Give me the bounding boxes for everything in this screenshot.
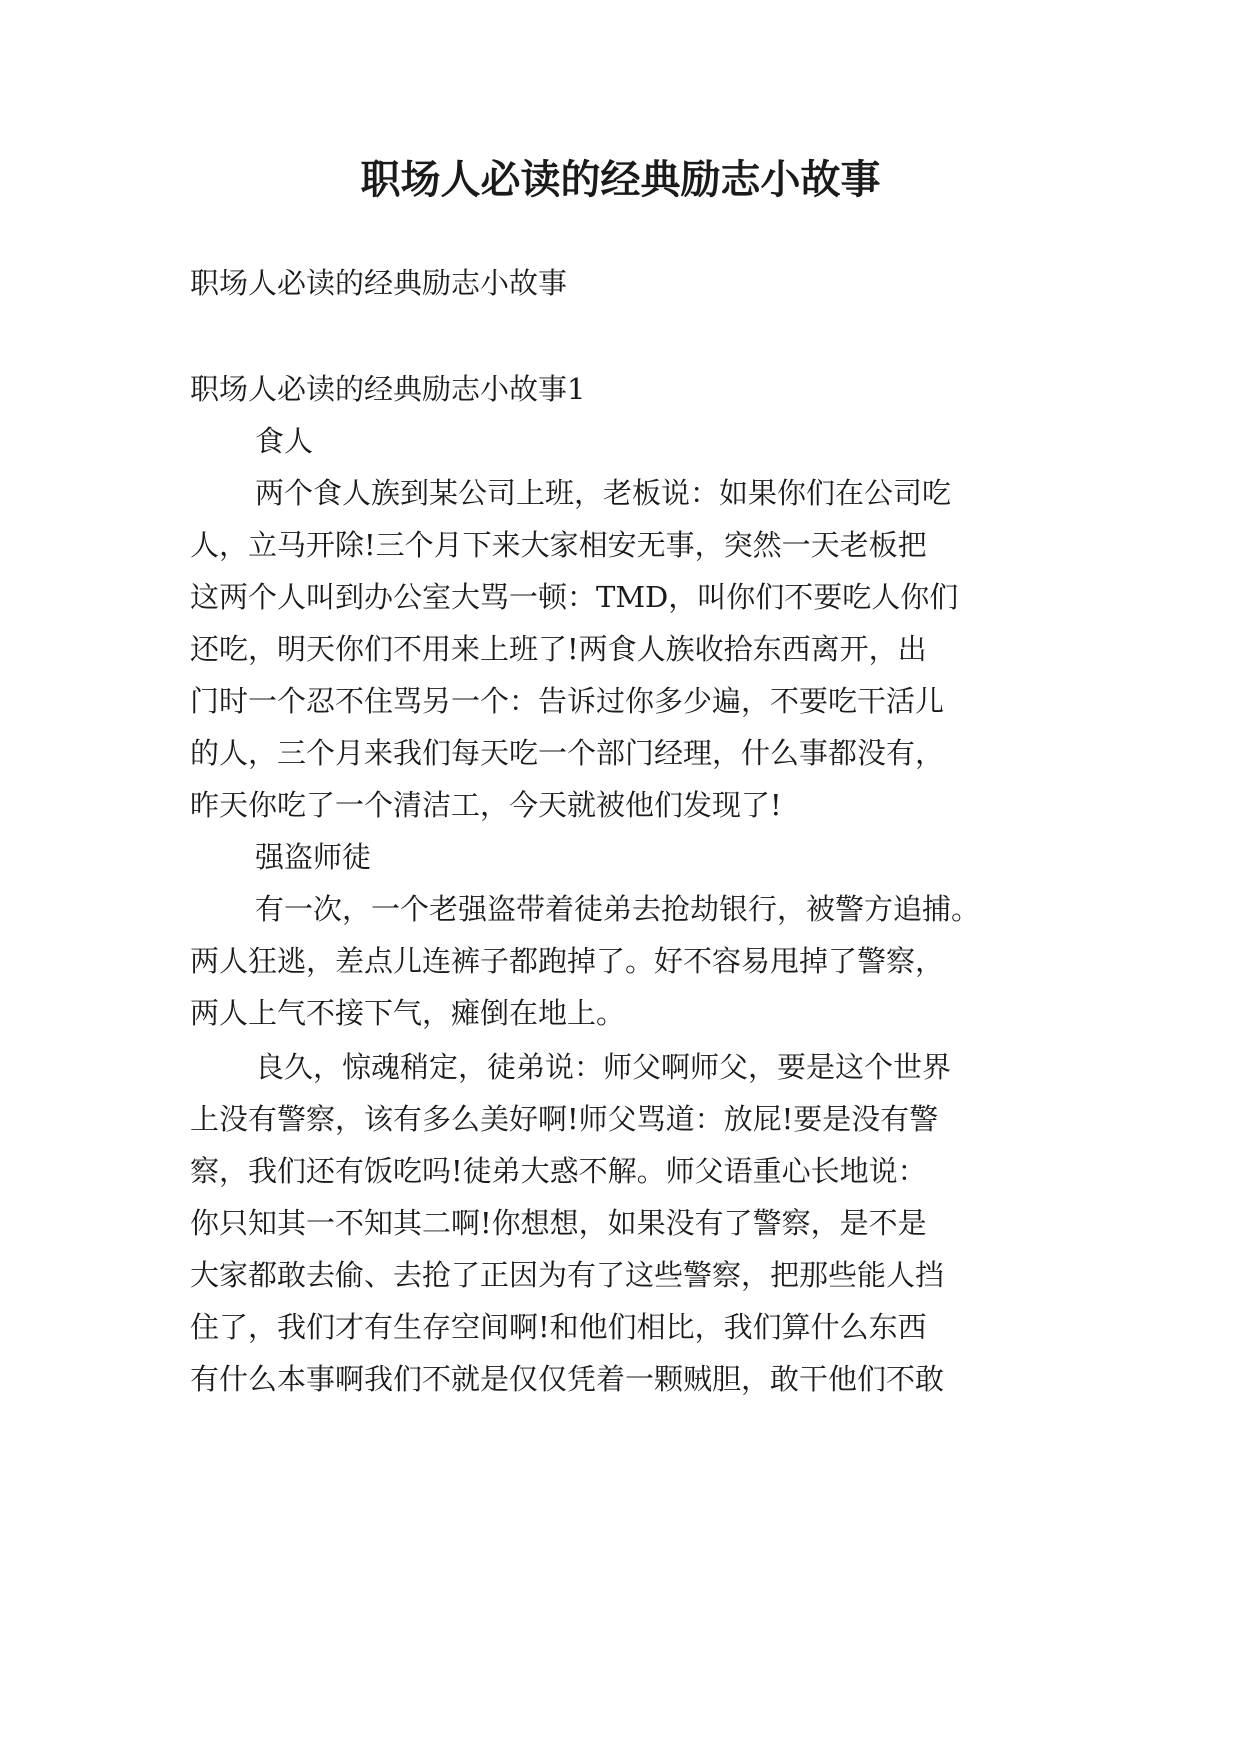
story-heading-cannibals: 食人 — [255, 424, 314, 458]
story1-line: 的人，三个月来我们每天吃一个部门经理，什么事都没有， — [190, 736, 945, 770]
story2-line: 大家都敢去偷、去抢了正因为有了这些警察，把那些能人挡 — [190, 1258, 945, 1292]
story2-line: 有一次，一个老强盗带着徒弟去抢劫银行，被警方追捕。 — [255, 892, 981, 926]
story2-line: 有什么本事啊我们不就是仅仅凭着一颗贼胆，敢干他们不敢 — [190, 1362, 945, 1396]
story2-line: 察，我们还有饭吃吗!徒弟大惑不解。师父语重心长地说： — [190, 1154, 927, 1188]
story2-line: 良久，惊魂稍定，徒弟说：师父啊师父，要是这个世界 — [255, 1050, 952, 1084]
story-heading-robbers: 强盗师徒 — [255, 840, 372, 874]
story1-line: 还吃，明天你们不用来上班了!两食人族收拾东西离开，出 — [190, 632, 927, 666]
story1-line: 这两个人叫到办公室大骂一顿：TMD，叫你们不要吃人你们 — [190, 580, 959, 614]
story2-line: 上没有警察，该有多么美好啊!师父骂道：放屁!要是没有警 — [190, 1102, 939, 1136]
document-subtitle: 职场人必读的经典励志小故事 — [190, 266, 568, 300]
story2-line: 住了，我们才有生存空间啊!和他们相比，我们算什么东西 — [190, 1310, 927, 1344]
story2-line: 两人狂逃，差点儿连裤子都跑掉了。好不容易甩掉了警察， — [190, 944, 945, 978]
document-title: 职场人必读的经典励志小故事 — [360, 156, 881, 203]
section-heading: 职场人必读的经典励志小故事1 — [190, 372, 586, 406]
story1-line: 人，立马开除!三个月下来大家相安无事，突然一天老板把 — [190, 528, 927, 562]
story2-line: 你只知其一不知其二啊!你想想，如果没有了警察，是不是 — [190, 1206, 927, 1240]
story1-line: 昨天你吃了一个清洁工，今天就被他们发现了! — [190, 788, 782, 822]
story2-line: 两人上气不接下气，瘫倒在地上。 — [190, 996, 626, 1030]
story1-line: 两个食人族到某公司上班，老板说：如果你们在公司吃 — [255, 476, 952, 510]
story1-line: 门时一个忍不住骂另一个：告诉过你多少遍，不要吃干活儿 — [190, 684, 945, 718]
